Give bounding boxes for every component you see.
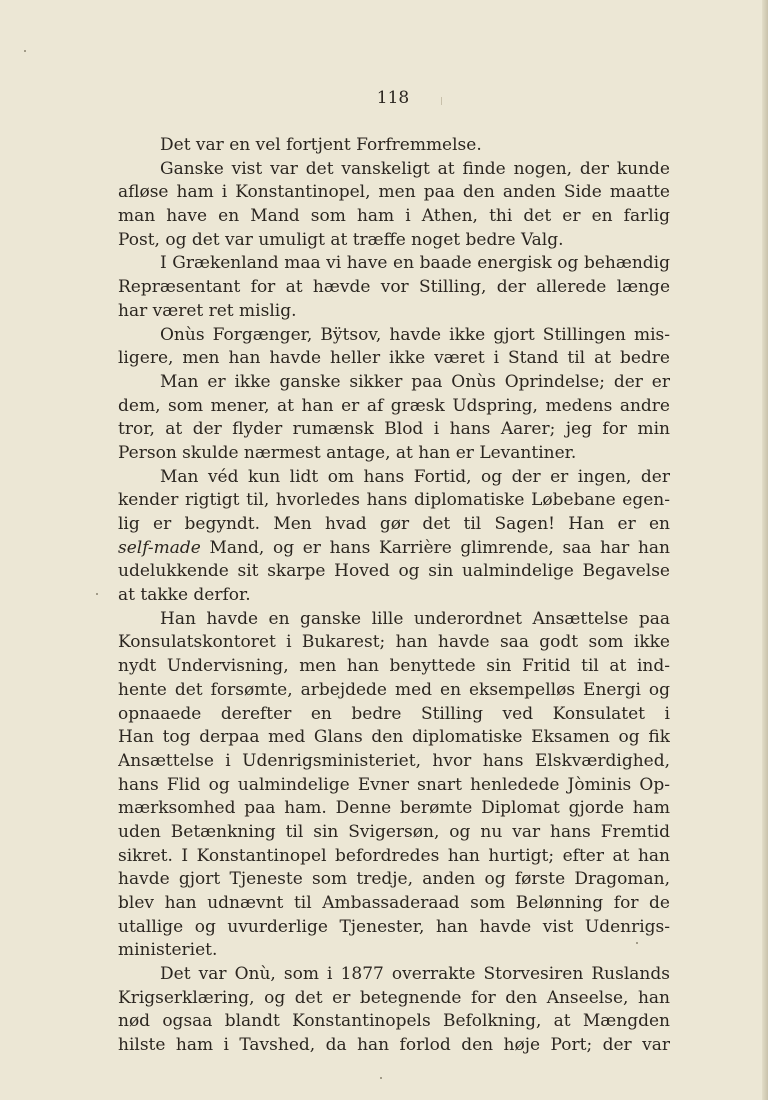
paper-speck [24, 50, 26, 52]
text-line: sikret. I Konstantinopel befordredes han hurtigt; efter at han [118, 845, 670, 866]
text-line: ligere, men han havde heller ikke været i Stand til at bedre [118, 348, 670, 369]
text-line: Person skulde nærmest antage, at han er Levantiner. [118, 442, 577, 463]
text-line: Krigserklæring, og det er betegnende for den Anseelse, han [118, 987, 670, 1008]
text-line: mærksomhed paa ham. Denne berømte Diplomat gjorde ham [118, 798, 670, 819]
paper-speck [96, 593, 98, 595]
text-line: Det var Onù, som i 1877 overrakte Storvesiren Ruslands [160, 964, 670, 985]
text-line: lig er begyndt. Men hvad gør det til Sagen! Han er en [118, 514, 670, 534]
text-line: Det var en vel fortjent Forfremmelse. [160, 135, 482, 155]
text-line: tror, at der flyder rumænsk Blod i hans Aarer; jeg for min [118, 419, 670, 440]
text-line: Ansættelse i Udenrigsministeriet, hvor hans Elskværdighed, [118, 750, 670, 771]
text-line: Man véd kun lidt om hans Fortid, og der er ingen, der [160, 466, 670, 487]
text-line: nød ogsaa blandt Konstantinopels Befolkning, at Mængden [118, 1011, 670, 1032]
text-line: afløse ham i Konstantinopel, men paa den anden Side maatte [118, 182, 670, 203]
paper-speck [636, 942, 638, 944]
text-line: hilste ham i Tavshed, da han forlod den høje Port; der var [118, 1035, 670, 1056]
text-line: man have en Mand som ham i Athen, thi det er en farlig [118, 206, 670, 227]
text-line: udelukkende sit skarpe Hoved og sin ualmindelige Begavelse [118, 561, 670, 582]
text-line: Ganske vist var det vanskeligt at finde nogen, der kunde [160, 158, 670, 179]
text-line: Konsulatskontoret i Bukarest; han havde saa godt som ikke [118, 632, 670, 653]
text-line: hans Flid og ualmindelige Evner snart henledede Jòminis Op- [118, 774, 670, 795]
text-line: havde gjort Tjeneste som tredje, anden og første Dragoman, [118, 869, 670, 890]
text-line: ministeriet. [118, 940, 218, 961]
text-line: Onùs Forgænger, Bÿtsov, havde ikke gjort Stillingen mis- [160, 324, 670, 345]
text-line: nydt Undervisning, men han benyttede sin Fritid til at ind- [118, 656, 670, 677]
italic-term: self-made [118, 537, 201, 558]
text-line: Han tog derpaa med Glans den diplomatiske Eksamen og fik [118, 727, 670, 748]
text-line: utallige og uvurderlige Tjenester, han havde vist Udenrigs- [118, 916, 670, 937]
body-text [118, 134, 670, 1058]
text-line: Repræsentant for at hævde vor Stilling, der allerede længe [118, 277, 670, 298]
text-line: kender rigtigt til, hvorledes hans diplomatiske Løbebane egen- [118, 490, 670, 511]
text-line: at takke derfor. [118, 585, 251, 606]
text-line: blev han udnævnt til Ambassaderaad som Belønning for de [118, 893, 670, 913]
paper-speck [380, 1077, 382, 1079]
text-line: Man er ikke ganske sikker paa Onùs Oprindelse; der er [160, 371, 670, 392]
paper-speck [441, 97, 442, 105]
text-line: opnaaede derefter en bedre Stilling ved Konsulatet i [118, 703, 670, 724]
text-line: self-made Mand, og er hans Karrière glimrende, saa har han [118, 537, 670, 558]
text-line: Han havde en ganske lille underordnet Ansættelse paa [160, 608, 670, 629]
text-line: dem, som mener, at han er af græsk Udspring, medens andre [118, 395, 670, 416]
text-line: har været ret mislig. [118, 300, 297, 321]
text-line: I Grækenland maa vi have en baade energisk og behændig [160, 253, 670, 274]
text-line: hente det forsømte, arbejdede med en eksempelløs Energi og [118, 679, 670, 700]
text-line: Post, og det var umuligt at træffe noget bedre Valg. [118, 229, 564, 250]
page-edge [762, 0, 768, 1100]
text-line: uden Betænkning til sin Svigersøn, og nu var hans Fremtid [118, 821, 670, 842]
page-number: 118 [376, 88, 410, 108]
